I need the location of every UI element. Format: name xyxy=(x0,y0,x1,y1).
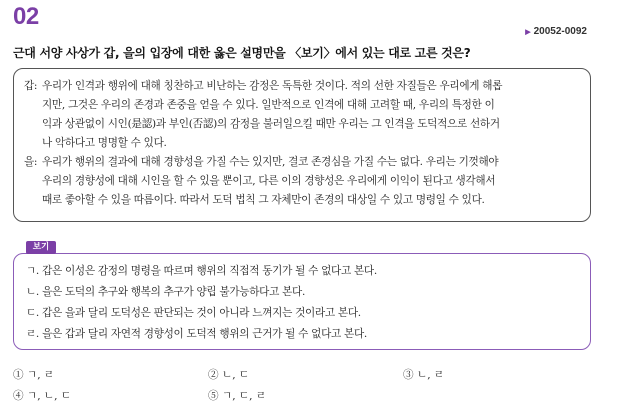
passage-line: 우리의 경향성에 대해 시인을 할 수 있을 뿐이고, 다른 이의 경향성은 우리에게 이익이 된다고 생각해서 xyxy=(42,175,496,187)
passage-line: 나 악하다고 명명할 수 있다. xyxy=(42,137,167,149)
choice-5[interactable]: ⑤ ㄱ, ㄷ, ㄹ xyxy=(208,390,267,402)
triangle-icon: ▶ xyxy=(525,29,531,36)
speaker-label: 갑: xyxy=(24,80,38,92)
speaker-label: 을: xyxy=(24,156,38,168)
choice-1[interactable]: ① ㄱ, ㄹ xyxy=(13,369,55,381)
passage-line: 지만, 그것은 우리의 존경과 존중을 얻을 수 있다. 일반적으로 인격에 대해 고려할 때, 우리의 특정한 이 xyxy=(42,99,495,111)
passage-line: 우리가 인격과 행위에 대해 칭찬하고 비난하는 감정은 독특한 것이다. 적의 선한 자질들은 우리에게 해롭 xyxy=(42,80,503,92)
bogi-item: ㄴ. 을은 도덕의 추구와 행복의 추구가 양립 불가능하다고 본다. xyxy=(26,286,306,298)
passage-paragraph-gap xyxy=(24,77,580,153)
passage-box xyxy=(13,68,591,222)
choice-3[interactable]: ③ ㄴ, ㄹ xyxy=(403,369,445,381)
bogi-item: ㄷ. 갑은 을과 달리 도덕성은 판단되는 것이 아니라 느껴지는 것이라고 본다. xyxy=(26,307,361,319)
passage-line: 때로 좋아할 수 있을 따름이다. 따라서 도덕 법칙 그 자체만이 존경의 대상일 수 있고 명령일 수 있다. xyxy=(42,194,485,206)
bogi-label: 보기 xyxy=(26,241,56,254)
bogi-item: ㄱ. 갑은 이성은 감정의 명령을 따르며 행위의 직접적 동기가 될 수 없다고 본다. xyxy=(26,265,377,277)
bogi-item: ㄹ. 을은 갑과 달리 자연적 경향성이 도덕적 행위의 근거가 될 수 없다고 본다. xyxy=(26,328,367,340)
question-code xyxy=(525,26,587,37)
choice-2[interactable]: ② ㄴ, ㄷ xyxy=(208,369,250,381)
question-number: 02 xyxy=(13,3,39,30)
passage-paragraph-eul xyxy=(24,153,580,210)
passage-line: 우리가 행위의 결과에 대해 경향성을 가질 수는 있지만, 결코 존경심을 가질 수는 없다. 우리는 기껏해야 xyxy=(42,156,499,168)
question-code-text: 20052-0092 xyxy=(533,26,587,37)
bogi-box xyxy=(13,253,591,350)
choice-4[interactable]: ④ ㄱ, ㄴ, ㄷ xyxy=(13,390,72,402)
passage-line: 익과 상관없이 시인(是認)과 부인(否認)의 감정을 불러일으킬 때만 우리는 그 인격을 도덕적으로 선하거 xyxy=(42,118,500,130)
question-text: 근대 서양 사상가 갑, 을의 입장에 대한 옳은 설명만을 〈보기〉에서 있는 대로 고른 것은? xyxy=(13,46,471,60)
